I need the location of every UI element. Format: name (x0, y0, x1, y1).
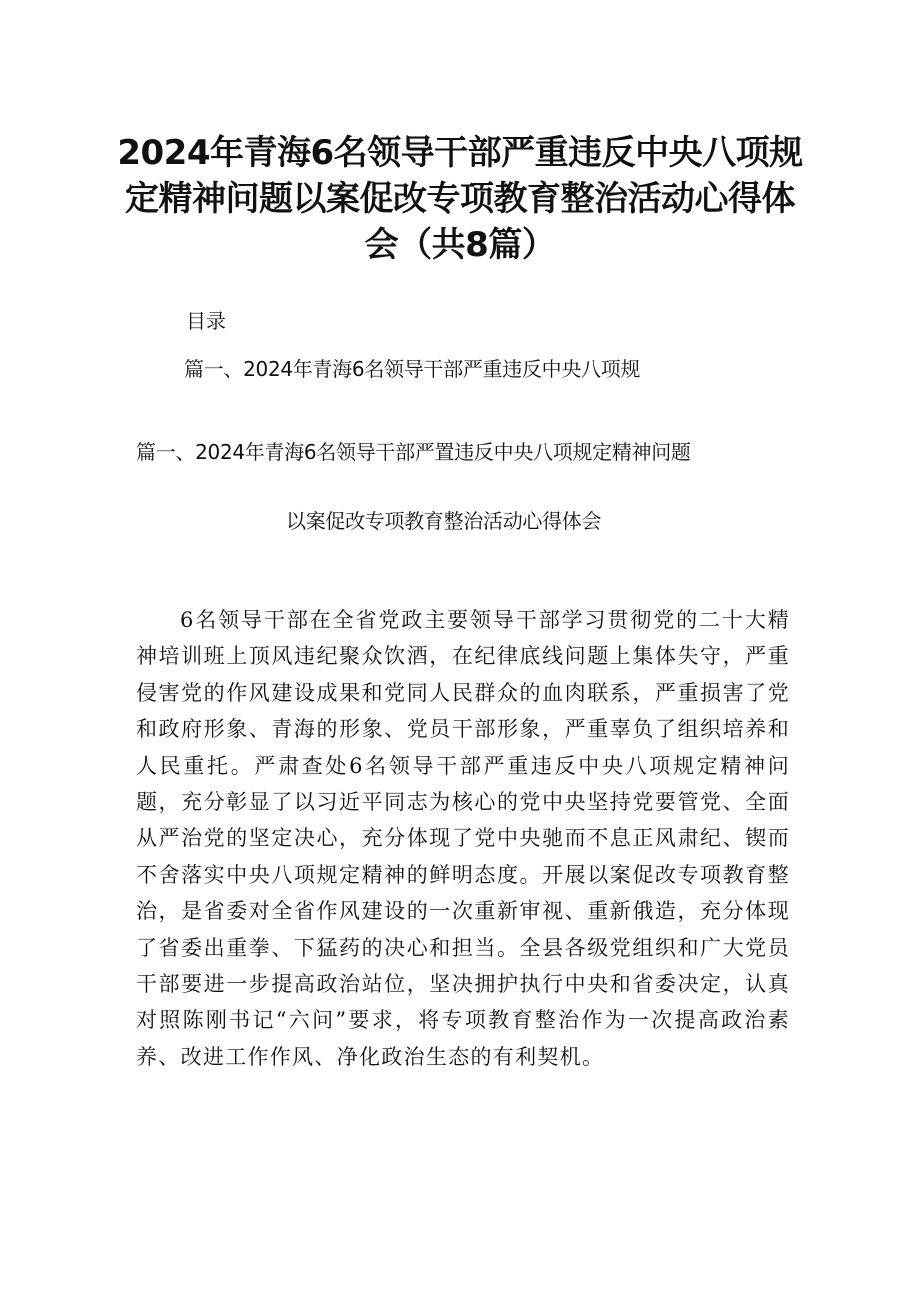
section-heading-line1: 篇一、2024年青海6名领导干部严置违反中央八项规定精神问题 (136, 440, 691, 464)
toc-item[interactable]: 篇一、2024年青海6名领导干部严重违反中央八项规 (184, 357, 641, 381)
body-paragraph: 6名领导干部在全省党政主要领导干部学习贯彻党的二十大精神培训班上顶风违纪聚众饮酒，在纪律底线问题上集体失守，严重侵害党的作风建设成果和党同人民群众的血肉联系，严重损害了党和政府形象、青海的形象、党员干部形象，严重辜负了组织培养和人民重托。严肃查处6名领导干部严重违反中央八项规定精神问题，充分彰显了以习近平同志为核心的党中央坚持党要管党、全面从严治党的坚定决心，充分体现了党中央驰而不息正风肃纪、锲而不舍落实中央八项规定精神的鲜明态度。开展以案促改专项教育整治，是省委对全省作风建设的一次重新审视、重新俄造，充分体现了省委出重拳、下猛药的决心和担当。全县各级党组织和广大党员干部要进一步提高政治站位，坚决拥护执行中央和省委决定，认真对照陈刚书记“六问”要求，将专项教育整治作为一次提高政治素养、改进工作作风、净化政治生态的有利契机。 (136, 608, 790, 1069)
section-heading-line2: 以案促改专项教育整治活动心得体会 (286, 509, 602, 533)
toc-heading: 目录 (186, 309, 226, 333)
document-title: 2024年青海6名领导干部严重违反中央八项规定精神问题以案促改专项教育整治活动心得体会（共8篇） (117, 133, 803, 265)
